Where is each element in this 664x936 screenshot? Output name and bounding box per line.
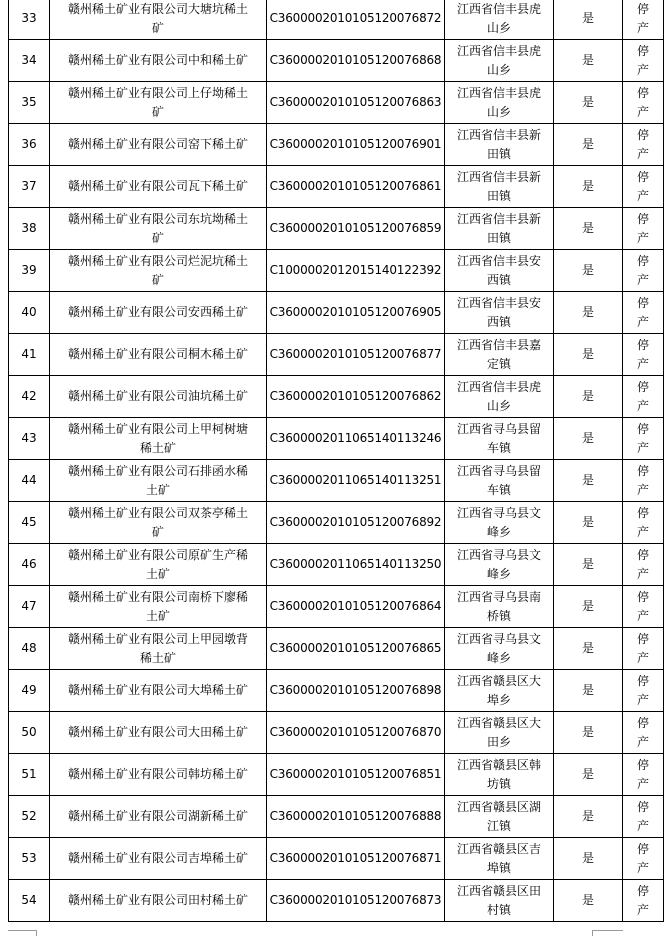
cell-location	[445, 712, 554, 754]
cell-mine-name	[50, 292, 267, 334]
cell-flag-text: 是	[581, 11, 594, 25]
cell-location	[445, 586, 554, 628]
cell-location-text: 江西省信丰县安西镇	[457, 295, 542, 329]
cell-status	[623, 418, 664, 460]
table-row	[9, 418, 664, 460]
cell-location-text: 江西省信丰县新田镇	[457, 169, 542, 203]
cell-mine-name-text: 赣州稀土矿业有限公司上甲园墩背稀土矿	[67, 631, 248, 665]
cell-status	[623, 334, 664, 376]
cell-status	[623, 40, 664, 82]
cell-license-code-text: C3600002010105120076901	[269, 137, 442, 151]
cell-location-text: 江西省赣县区韩坊镇	[457, 757, 542, 791]
cell-number-text: 47	[21, 599, 37, 613]
cell-license-code	[267, 880, 445, 922]
cell-flag-text: 是	[581, 851, 594, 865]
cell-mine-name-text: 赣州稀土矿业有限公司大埠稀土矿	[67, 683, 248, 697]
cell-status	[623, 796, 664, 838]
cell-mine-name-text: 赣州稀土矿业有限公司上甲柯树塘稀土矿	[67, 421, 248, 455]
cell-mine-name-text: 赣州稀土矿业有限公司东坑坳稀土矿	[67, 211, 248, 245]
cell-license-code-text: C3600002010105120076872	[269, 11, 442, 25]
cell-status-text: 停产	[636, 253, 649, 287]
cell-status-text: 停产	[636, 799, 649, 833]
cell-status-text: 停产	[636, 883, 649, 917]
cell-license-code	[267, 838, 445, 880]
cell-status-text: 停产	[636, 211, 649, 245]
cell-flag	[554, 418, 623, 460]
cell-location	[445, 82, 554, 124]
cell-license-code	[267, 376, 445, 418]
cell-mine-name-text: 赣州稀土矿业有限公司韩坊稀土矿	[67, 767, 248, 781]
cell-mine-name-text: 赣州稀土矿业有限公司大田稀土矿	[67, 725, 248, 739]
cell-flag	[554, 292, 623, 334]
cell-number-text: 37	[21, 179, 37, 193]
cell-license-code	[267, 628, 445, 670]
cell-location-text: 江西省赣县区大田乡	[457, 715, 542, 749]
cell-location-text: 江西省赣县区田村镇	[457, 883, 542, 917]
cell-flag	[554, 250, 623, 292]
cell-mine-name	[50, 544, 267, 586]
cell-flag	[554, 208, 623, 250]
cell-license-code	[267, 208, 445, 250]
cell-mine-name-text: 赣州稀土矿业有限公司双茶亭稀土矿	[67, 505, 248, 539]
cell-license-code	[267, 586, 445, 628]
table-row	[9, 796, 664, 838]
table-row	[9, 838, 664, 880]
cell-status-text: 停产	[636, 169, 649, 203]
cell-license-code-text: C3600002010105120076892	[269, 515, 442, 529]
cell-license-code-text: C3600002010105120076863	[269, 95, 442, 109]
cell-flag	[554, 376, 623, 418]
cell-flag-text: 是	[581, 725, 594, 739]
cell-status-text: 停产	[636, 841, 649, 875]
cell-status-text: 停产	[636, 421, 649, 455]
cell-status-text: 停产	[636, 589, 649, 623]
cell-mine-name	[50, 334, 267, 376]
cell-number-text: 42	[21, 389, 37, 403]
cell-number	[9, 166, 50, 208]
table-row	[9, 502, 664, 544]
cell-location-text: 江西省信丰县安西镇	[457, 253, 542, 287]
cell-number	[9, 712, 50, 754]
cell-license-code	[267, 292, 445, 334]
cell-flag	[554, 40, 623, 82]
cell-license-code-text: C3600002010105120076873	[269, 893, 442, 907]
cell-number-text: 39	[21, 263, 37, 277]
cell-flag-text: 是	[581, 431, 594, 445]
cell-location	[445, 418, 554, 460]
cell-number-text: 43	[21, 431, 37, 445]
cell-flag	[554, 82, 623, 124]
cell-location-text: 江西省寻乌县留车镇	[457, 463, 542, 497]
cell-location-text: 江西省信丰县虎山乡	[457, 1, 542, 35]
cell-license-code-text: C3600002010105120076865	[269, 641, 442, 655]
cell-location	[445, 880, 554, 922]
cell-license-code	[267, 40, 445, 82]
cell-mine-name	[50, 250, 267, 292]
table-row	[9, 0, 664, 40]
cell-number-text: 41	[21, 347, 37, 361]
cell-status-text: 停产	[636, 127, 649, 161]
cell-location	[445, 796, 554, 838]
cell-license-code-text: C3600002011065140113251	[269, 473, 442, 487]
table-row	[9, 754, 664, 796]
cell-number-text: 45	[21, 515, 37, 529]
cell-mine-name-text: 赣州稀土矿业有限公司南桥下廖稀土矿	[67, 589, 248, 623]
cell-license-code-text: C3600002010105120076868	[269, 53, 442, 67]
cell-mine-name-text: 赣州稀土矿业有限公司湖新稀土矿	[67, 809, 248, 823]
cell-status-text: 停产	[636, 337, 649, 371]
cell-number	[9, 418, 50, 460]
table-row	[9, 82, 664, 124]
page-footer-area	[0, 928, 664, 936]
cell-license-code-text: C3600002010105120076871	[269, 851, 442, 865]
cell-number	[9, 544, 50, 586]
cell-flag	[554, 670, 623, 712]
cell-status-text: 停产	[636, 43, 649, 77]
cell-license-code-text: C1000002012015140122392	[269, 263, 442, 277]
cell-flag-text: 是	[581, 305, 594, 319]
cell-flag	[554, 628, 623, 670]
cell-mine-name	[50, 124, 267, 166]
cell-location	[445, 460, 554, 502]
cell-license-code	[267, 796, 445, 838]
cell-license-code-text: C3600002010105120076888	[269, 809, 442, 823]
cell-number	[9, 124, 50, 166]
cell-number-text: 38	[21, 221, 37, 235]
cell-location-text: 江西省信丰县虎山乡	[457, 43, 542, 77]
cell-location-text: 江西省信丰县虎山乡	[457, 85, 542, 119]
cell-status	[623, 250, 664, 292]
cell-mine-name-text: 赣州稀土矿业有限公司上仔坳稀土矿	[67, 85, 248, 119]
cell-location-text: 江西省寻乌县留车镇	[457, 421, 542, 455]
table-row	[9, 250, 664, 292]
cell-status	[623, 628, 664, 670]
cell-number-text: 40	[21, 305, 37, 319]
cell-license-code-text: C3600002010105120076898	[269, 683, 442, 697]
cell-number	[9, 40, 50, 82]
cell-mine-name	[50, 796, 267, 838]
cell-status	[623, 0, 664, 40]
cell-location	[445, 124, 554, 166]
cell-status	[623, 166, 664, 208]
cell-number	[9, 754, 50, 796]
cell-location	[445, 376, 554, 418]
cell-mine-name-text: 赣州稀土矿业有限公司烂泥坑稀土矿	[67, 253, 248, 287]
cell-flag-text: 是	[581, 683, 594, 697]
cell-flag-text: 是	[581, 263, 594, 277]
cell-number	[9, 208, 50, 250]
page-corner-mark-right	[592, 930, 623, 936]
cell-location	[445, 502, 554, 544]
cell-mine-name-text: 赣州稀土矿业有限公司桐木稀土矿	[67, 347, 248, 361]
cell-license-code	[267, 502, 445, 544]
cell-license-code	[267, 166, 445, 208]
cell-mine-name	[50, 754, 267, 796]
cell-number	[9, 796, 50, 838]
cell-license-code	[267, 670, 445, 712]
cell-mine-name	[50, 586, 267, 628]
cell-location-text: 江西省寻乌县文峰乡	[457, 631, 542, 665]
cell-number-text: 35	[21, 95, 37, 109]
cell-mine-name-text: 赣州稀土矿业有限公司油坑稀土矿	[67, 389, 248, 403]
cell-flag-text: 是	[581, 515, 594, 529]
cell-status	[623, 712, 664, 754]
cell-mine-name	[50, 40, 267, 82]
cell-location-text: 江西省信丰县新田镇	[457, 127, 542, 161]
cell-number	[9, 82, 50, 124]
cell-mine-name-text: 赣州稀土矿业有限公司田村稀土矿	[67, 893, 248, 907]
table-row	[9, 292, 664, 334]
cell-flag	[554, 838, 623, 880]
cell-mine-name-text: 赣州稀土矿业有限公司石排函水稀土矿	[67, 463, 248, 497]
cell-license-code	[267, 124, 445, 166]
mining-rights-table	[8, 0, 664, 922]
cell-flag	[554, 124, 623, 166]
cell-number	[9, 880, 50, 922]
cell-number-text: 53	[21, 851, 37, 865]
cell-status	[623, 376, 664, 418]
cell-mine-name	[50, 838, 267, 880]
cell-number	[9, 292, 50, 334]
cell-location	[445, 628, 554, 670]
cell-number-text: 54	[21, 893, 37, 907]
cell-mine-name-text: 赣州稀土矿业有限公司中和稀土矿	[67, 53, 248, 67]
cell-location	[445, 754, 554, 796]
cell-status	[623, 502, 664, 544]
cell-mine-name	[50, 376, 267, 418]
table-row	[9, 544, 664, 586]
cell-status	[623, 82, 664, 124]
cell-mine-name-text: 赣州稀土矿业有限公司原矿生产稀土矿	[67, 547, 248, 581]
cell-status-text: 停产	[636, 547, 649, 581]
cell-location-text: 江西省赣县区吉埠镇	[457, 841, 542, 875]
cell-number	[9, 250, 50, 292]
cell-flag-text: 是	[581, 641, 594, 655]
cell-status-text: 停产	[636, 673, 649, 707]
cell-location	[445, 40, 554, 82]
table-row	[9, 40, 664, 82]
cell-location	[445, 544, 554, 586]
cell-number-text: 34	[21, 53, 37, 67]
cell-flag	[554, 334, 623, 376]
cell-license-code-text: C3600002010105120076851	[269, 767, 442, 781]
cell-number	[9, 670, 50, 712]
cell-status-text: 停产	[636, 463, 649, 497]
table-body	[9, 0, 664, 922]
cell-flag-text: 是	[581, 347, 594, 361]
cell-flag	[554, 586, 623, 628]
cell-license-code	[267, 418, 445, 460]
cell-flag-text: 是	[581, 221, 594, 235]
cell-mine-name	[50, 82, 267, 124]
cell-flag	[554, 880, 623, 922]
cell-mine-name	[50, 880, 267, 922]
table-row	[9, 628, 664, 670]
cell-license-code	[267, 82, 445, 124]
cell-number	[9, 376, 50, 418]
cell-number	[9, 460, 50, 502]
cell-location-text: 江西省信丰县虎山乡	[457, 379, 542, 413]
cell-number-text: 51	[21, 767, 37, 781]
table-row	[9, 334, 664, 376]
cell-license-code	[267, 334, 445, 376]
cell-license-code-text: C3600002010105120076877	[269, 347, 442, 361]
cell-mine-name-text: 赣州稀土矿业有限公司窑下稀土矿	[67, 137, 248, 151]
cell-license-code-text: C3600002010105120076859	[269, 221, 442, 235]
cell-flag	[554, 502, 623, 544]
cell-license-code-text: C3600002010105120076905	[269, 305, 442, 319]
cell-status	[623, 754, 664, 796]
cell-mine-name-text: 赣州稀土矿业有限公司安西稀土矿	[67, 305, 248, 319]
cell-location-text: 江西省寻乌县文峰乡	[457, 547, 542, 581]
cell-flag	[554, 754, 623, 796]
cell-flag	[554, 166, 623, 208]
cell-location	[445, 0, 554, 40]
cell-license-code	[267, 0, 445, 40]
cell-status-text: 停产	[636, 757, 649, 791]
cell-license-code-text: C3600002010105120076861	[269, 179, 442, 193]
cell-license-code-text: C3600002010105120076864	[269, 599, 442, 613]
cell-location-text: 江西省赣县区大埠乡	[457, 673, 542, 707]
cell-flag	[554, 544, 623, 586]
cell-mine-name	[50, 628, 267, 670]
cell-number-text: 48	[21, 641, 37, 655]
cell-flag-text: 是	[581, 95, 594, 109]
cell-location	[445, 334, 554, 376]
cell-flag-text: 是	[581, 179, 594, 193]
cell-flag-text: 是	[581, 389, 594, 403]
cell-status	[623, 838, 664, 880]
cell-location	[445, 670, 554, 712]
cell-number	[9, 586, 50, 628]
cell-license-code	[267, 754, 445, 796]
cell-status	[623, 292, 664, 334]
cell-flag	[554, 0, 623, 40]
cell-status-text: 停产	[636, 631, 649, 665]
table-row	[9, 376, 664, 418]
cell-location	[445, 166, 554, 208]
cell-number-text: 50	[21, 725, 37, 739]
page-corner-mark-left	[8, 930, 37, 936]
cell-flag-text: 是	[581, 137, 594, 151]
table-row	[9, 880, 664, 922]
cell-number	[9, 334, 50, 376]
table-row	[9, 124, 664, 166]
cell-number-text: 46	[21, 557, 37, 571]
cell-license-code	[267, 460, 445, 502]
cell-number-text: 44	[21, 473, 37, 487]
cell-number	[9, 0, 50, 40]
cell-location	[445, 250, 554, 292]
cell-location-text: 江西省寻乌县文峰乡	[457, 505, 542, 539]
cell-status	[623, 124, 664, 166]
cell-flag-text: 是	[581, 599, 594, 613]
cell-mine-name	[50, 418, 267, 460]
cell-status-text: 停产	[636, 295, 649, 329]
cell-license-code	[267, 712, 445, 754]
cell-status-text: 停产	[636, 505, 649, 539]
table-row	[9, 166, 664, 208]
table-row	[9, 586, 664, 628]
cell-number-text: 36	[21, 137, 37, 151]
cell-license-code-text: C3600002010105120076862	[269, 389, 442, 403]
cell-flag	[554, 712, 623, 754]
cell-mine-name	[50, 712, 267, 754]
cell-status	[623, 670, 664, 712]
cell-number	[9, 838, 50, 880]
cell-location-text: 江西省寻乌县南桥镇	[457, 589, 542, 623]
cell-license-code	[267, 250, 445, 292]
cell-mine-name	[50, 460, 267, 502]
cell-flag-text: 是	[581, 473, 594, 487]
cell-mine-name	[50, 670, 267, 712]
cell-location-text: 江西省信丰县新田镇	[457, 211, 542, 245]
cell-flag	[554, 460, 623, 502]
cell-status	[623, 586, 664, 628]
table-row	[9, 208, 664, 250]
cell-location	[445, 292, 554, 334]
cell-mine-name-text: 赣州稀土矿业有限公司大塘坑稀土矿	[67, 1, 248, 35]
cell-flag-text: 是	[581, 767, 594, 781]
cell-status-text: 停产	[636, 379, 649, 413]
cell-number-text: 52	[21, 809, 37, 823]
cell-mine-name	[50, 166, 267, 208]
table-row	[9, 712, 664, 754]
cell-location-text: 江西省赣县区湖江镇	[457, 799, 542, 833]
cell-status	[623, 460, 664, 502]
table-row	[9, 460, 664, 502]
cell-license-code	[267, 544, 445, 586]
cell-status-text: 停产	[636, 715, 649, 749]
cell-status-text: 停产	[636, 1, 649, 35]
cell-status	[623, 544, 664, 586]
cell-mine-name-text: 赣州稀土矿业有限公司瓦下稀土矿	[67, 179, 248, 193]
cell-location	[445, 838, 554, 880]
cell-license-code-text: C3600002010105120076870	[269, 725, 442, 739]
cell-location-text: 江西省信丰县嘉定镇	[457, 337, 542, 371]
cell-number-text: 49	[21, 683, 37, 697]
cell-license-code-text: C3600002011065140113250	[269, 557, 442, 571]
cell-flag-text: 是	[581, 53, 594, 67]
cell-mine-name	[50, 208, 267, 250]
cell-flag-text: 是	[581, 893, 594, 907]
cell-number	[9, 502, 50, 544]
cell-mine-name-text: 赣州稀土矿业有限公司吉埠稀土矿	[67, 851, 248, 865]
cell-status	[623, 880, 664, 922]
cell-location	[445, 208, 554, 250]
cell-mine-name	[50, 502, 267, 544]
table-row	[9, 670, 664, 712]
cell-license-code-text: C3600002011065140113246	[269, 431, 442, 445]
cell-flag-text: 是	[581, 557, 594, 571]
cell-status-text: 停产	[636, 85, 649, 119]
cell-status	[623, 208, 664, 250]
cell-mine-name	[50, 0, 267, 40]
cell-number-text: 33	[21, 11, 37, 25]
cell-number	[9, 628, 50, 670]
cell-flag	[554, 796, 623, 838]
cell-flag-text: 是	[581, 809, 594, 823]
